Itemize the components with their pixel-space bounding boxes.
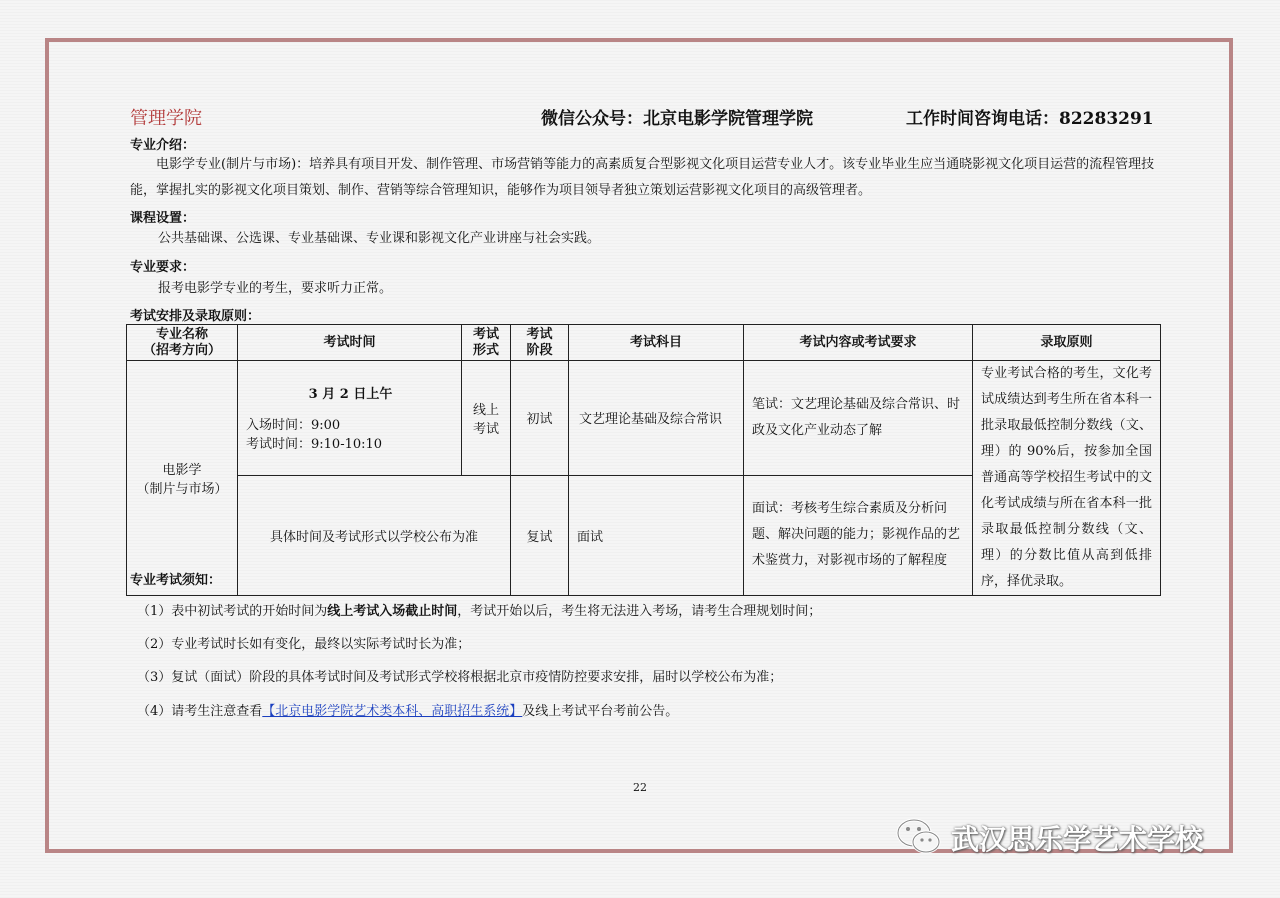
table-row-first-exam <box>127 361 1161 476</box>
note-1: （1）表中初试考试的开始时间为线上考试入场截止时间，考试开始以后，考生将无法进入考场，请考生合理规划时间； <box>137 604 822 619</box>
courses-text: 公共基础课、公选课、专业基础课、专业课和影视文化产业讲座与社会实践。 <box>158 231 601 246</box>
note-1-emphasis: 线上考试入场截止时间 <box>327 604 458 619</box>
exam-schedule-table <box>126 324 1161 596</box>
cell-first-content: 笔试：文艺理论基础及综合常识、时政及文化产业动态了解 <box>744 361 973 476</box>
header-time: 考试时间 <box>238 325 462 361</box>
note-3: （3）复试（面试）阶段的具体考试时间及考试形式学校将根据北京市疫情防控要求安排，届时以学校公布为准； <box>137 670 783 685</box>
header-stage: 考试 阶段 <box>511 325 569 361</box>
requirements-text: 报考电影学专业的考生，要求听力正常。 <box>158 281 393 296</box>
requirements-heading: 专业要求： <box>130 260 196 275</box>
cell-first-time: 3 月 2 日上午 入场时间：9:00 考试时间：9:10-10:10 <box>238 361 462 476</box>
wechat-icon <box>895 816 943 856</box>
cell-major: 电影学 （制片与市场） <box>127 361 238 596</box>
cell-first-form: 线上 考试 <box>462 361 511 476</box>
wechat-account: 微信公众号：北京电影学院管理学院 <box>541 109 813 129</box>
admission-system-link[interactable]: 【北京电影学院艺术类本科、高职招生系统】 <box>262 704 523 719</box>
cell-second-time: 具体时间及考试形式以学校公布为准 <box>238 475 511 595</box>
cell-second-stage: 复试 <box>511 475 569 595</box>
header-content: 考试内容或考试要求 <box>744 325 973 361</box>
cell-first-subject: 文艺理论基础及综合常识 <box>569 361 744 476</box>
intro-heading: 专业介绍： <box>130 138 196 153</box>
header-subject: 考试科目 <box>569 325 744 361</box>
exam-heading: 考试安排及录取原则： <box>130 309 261 324</box>
cell-second-subject: 面试 <box>569 475 744 595</box>
cell-first-stage: 初试 <box>511 361 569 476</box>
note-4: （4）请考生注意查看【北京电影学院艺术类本科、高职招生系统】及线上考试平台考前公告。 <box>137 704 679 719</box>
courses-heading: 课程设置： <box>130 211 196 226</box>
cell-second-content: 面试：考核考生综合素质及分析问题、解决问题的能力；影视作品的艺术鉴赏力，对影视市场的了解程度 <box>744 475 973 595</box>
header-admission: 录取原则 <box>973 325 1161 361</box>
contact-phone: 工作时间咨询电话：82283291 <box>906 109 1154 129</box>
watermark-text: 武汉思乐学艺术学校 <box>951 823 1204 856</box>
cell-admission: 专业考试合格的考生，文化考试成绩达到考生所在省本科一批录取最低控制分数线（文、理）的 90%后，按参加全国普通高等学校招生考试中的文化考试成绩与所在省本科一批录取最低控制分数线（文、理）的分数比值从高到低排序，择优录取。 <box>973 361 1161 596</box>
page-number: 22 <box>633 781 647 794</box>
header-major: 专业名称 （招考方向） <box>127 325 238 361</box>
notes-heading: 专业考试须知： <box>130 573 222 588</box>
header-form: 考试 形式 <box>462 325 511 361</box>
note-2: （2）专业考试时长如有变化，最终以实际考试时长为准； <box>137 637 471 652</box>
department-title: 管理学院 <box>130 108 202 129</box>
intro-text: 电影学专业(制片与市场)：培养具有项目开发、制作管理、市场营销等能力的高素质复合型影视文化项目运营专业人才。该专业毕业生应当通晓影视文化项目运营的流程管理技能，掌握扎实的影视文化项目策划、制作、营销等综合管理知识，能够作为项目领导者独立策划运营影视文化项目的高级管理者。 <box>130 157 1155 198</box>
table-header-row <box>127 325 1161 361</box>
